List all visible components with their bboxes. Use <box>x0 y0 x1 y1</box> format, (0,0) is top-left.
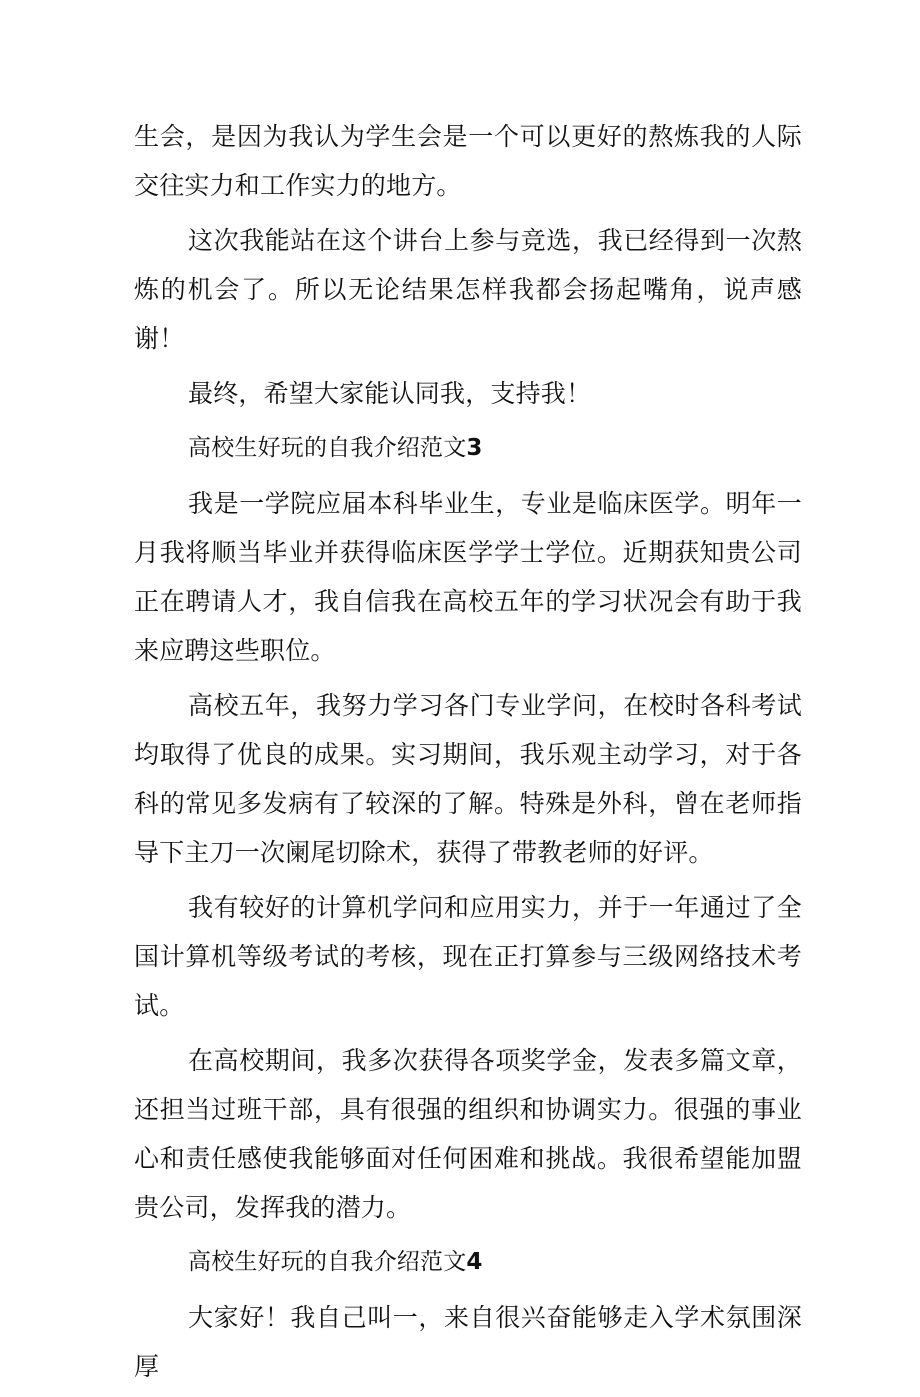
paragraph: 生会，是因为我认为学生会是一个可以更好的熬炼我的人际交往实力和工作实力的地方。 <box>134 122 802 200</box>
paragraph: 高校五年，我努力学习各门专业学问，在校时各科考试均取得了优良的成果。实习期间，我乐观主动学习，对于各科的常见多发病有了较深的了解。特殊是外科，曾在老师指导下主刀一次阑尾切除术，获得了带教老师的好评。 <box>134 691 802 867</box>
paragraph: 在高校期间，我多次获得各项奖学金，发表多篇文章，还担当过班干部，具有很强的组织和协调实力。很强的事业心和责任感使我能够面对任何困难和挑战。我很希望能加盟贵公司，发挥我的潜力。 <box>134 1046 802 1222</box>
section-heading-number: 4 <box>466 1249 483 1275</box>
document-body <box>134 112 802 1397</box>
section-heading <box>134 424 802 473</box>
section-heading <box>134 1238 802 1287</box>
paragraph: 大家好！我自己叫一，来自很兴奋能够走入学术氛围深厚 <box>134 1303 802 1381</box>
paragraph: 我有较好的计算机学问和应用实力，并于一年通过了全国计算机等级考试的考核，现在正打算参与三级网络技术考试。 <box>134 893 802 1020</box>
paragraph: 我是一学院应届本科毕业生，专业是临床医学。明年一月我将顺当毕业并获得临床医学学士学位。近期获知贵公司正在聘请人才，我自信我在高校五年的学习状况会有助于我来应聘这些职位。 <box>134 489 802 665</box>
paragraph: 最终，希望大家能认同我，支持我！ <box>188 379 592 408</box>
section-heading-text: 高校生好玩的自我介绍范文 <box>188 1249 467 1275</box>
paragraph: 这次我能站在这个讲台上参与竞选，我已经得到一次熬炼的机会了。所以无论结果怎样我都会扬起嘴角，说声感谢！ <box>134 226 802 353</box>
section-heading-text: 高校生好玩的自我介绍范文 <box>188 435 467 461</box>
section-heading-number: 3 <box>466 435 483 461</box>
